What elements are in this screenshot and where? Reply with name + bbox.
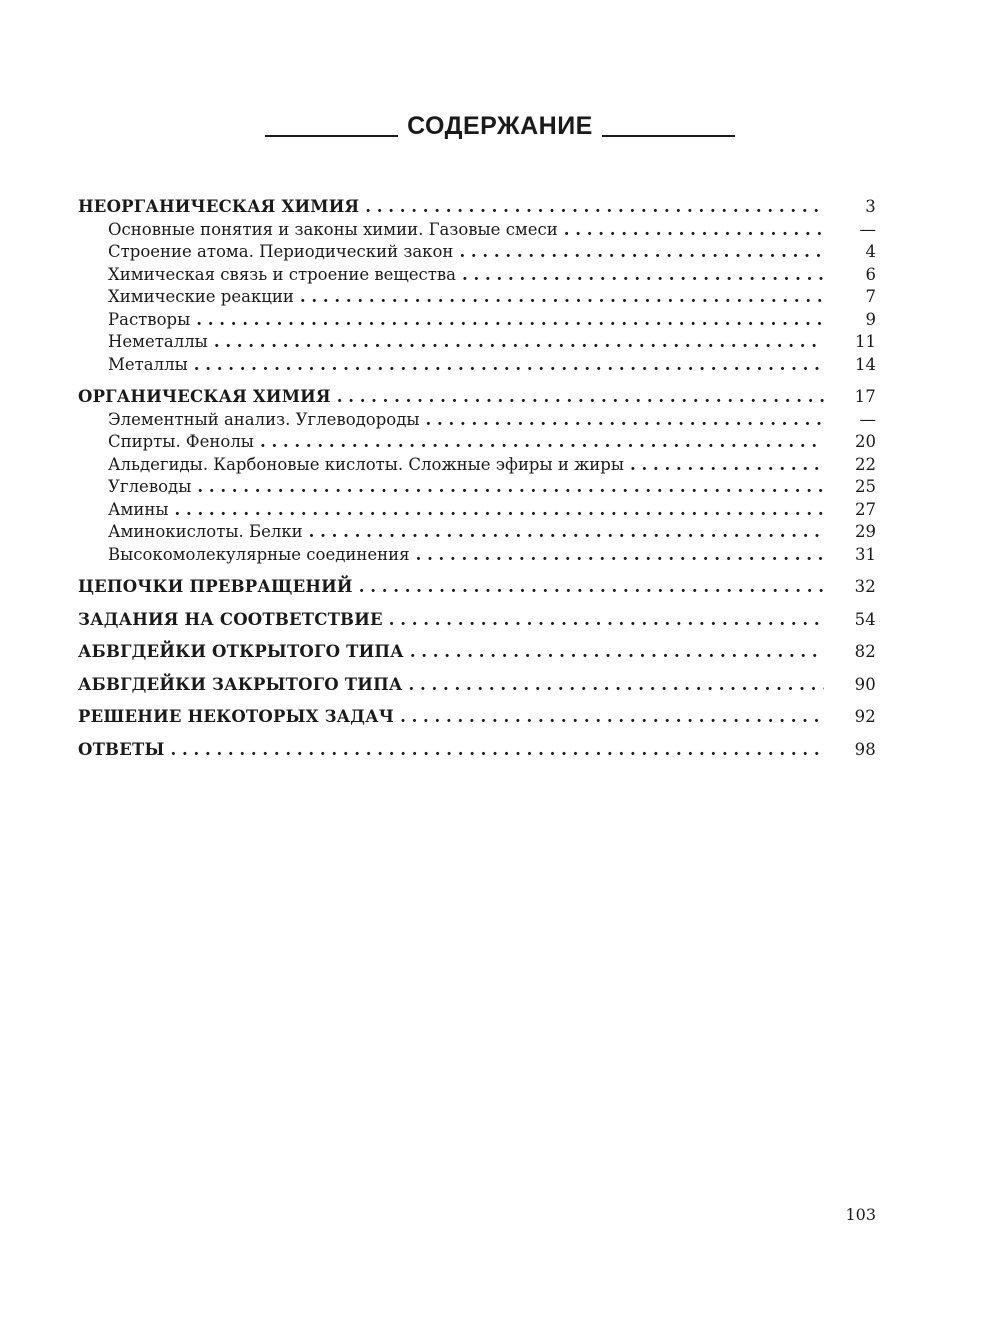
- table-of-contents: [78, 196, 876, 761]
- dot-leader: [630, 454, 824, 477]
- dot-leader: [365, 196, 824, 219]
- toc-entry-title: Спирты. Фенолы: [108, 432, 254, 451]
- toc-entry-title: ОТВЕТЫ: [78, 739, 165, 759]
- toc-entry-title: Основные понятия и законы химии. Газовые смеси: [108, 219, 558, 239]
- dot-leader: [416, 544, 824, 567]
- toc-entry-title: Элементный анализ. Углеводороды: [108, 409, 420, 429]
- toc-entry-title: АБВГДЕЙКИ ОТКРЫТОГО ТИПА: [78, 642, 404, 661]
- dot-leader: [409, 674, 825, 697]
- dot-leader: [359, 576, 824, 599]
- toc-entry-page: 17: [854, 387, 876, 406]
- dot-leader: [309, 521, 824, 544]
- toc-entry-title: ЗАДАНИЯ НА СООТВЕТСТВИЕ: [78, 609, 383, 629]
- toc-item-chemical-bond[interactable]: [78, 264, 876, 287]
- toc-entry-title: Углеводы: [108, 477, 192, 496]
- dot-leader: [389, 609, 824, 632]
- toc-entry-page: 6: [865, 264, 876, 284]
- toc-item-metals[interactable]: [78, 354, 876, 377]
- toc-entry-title: РЕШЕНИЕ НЕКОТОРЫХ ЗАДАЧ: [78, 707, 395, 726]
- toc-section-problem-solutions[interactable]: [78, 706, 876, 729]
- toc-entry-title: Альдегиды. Карбоновые кислоты. Сложные эфиры и жиры: [108, 454, 624, 474]
- toc-entry-page: 90: [854, 674, 876, 694]
- toc-entry-title: Высокомолекулярные соединения: [108, 544, 410, 564]
- toc-item-amines[interactable]: [78, 499, 876, 522]
- dot-leader: [260, 431, 824, 454]
- dot-leader: [400, 706, 824, 729]
- toc-entry-page: —: [859, 409, 876, 429]
- toc-item-chemical-reactions[interactable]: [78, 286, 876, 309]
- toc-entry-page: 25: [855, 477, 876, 496]
- toc-entry-page: 31: [855, 544, 876, 564]
- toc-item-elemental-analysis[interactable]: [78, 409, 876, 432]
- toc-entry-page: 11: [855, 332, 876, 351]
- toc-entry-page: 27: [855, 499, 876, 519]
- heading-rule-right: [602, 135, 735, 137]
- dot-leader: [170, 739, 824, 762]
- toc-entry-title: Химическая связь и строение вещества: [108, 264, 456, 284]
- toc-entry-page: 32: [854, 577, 876, 596]
- dot-leader: [337, 386, 824, 409]
- toc-item-alcohols-phenols[interactable]: [78, 431, 876, 454]
- page-number: 103: [845, 1205, 876, 1224]
- toc-section-closed-type[interactable]: [78, 674, 876, 697]
- dot-leader: [196, 309, 824, 332]
- dot-leader: [564, 219, 824, 242]
- dot-leader: [194, 354, 824, 377]
- toc-entry-title: ОРГАНИЧЕСКАЯ ХИМИЯ: [78, 387, 331, 406]
- toc-item-aldehydes-acids[interactable]: [78, 454, 876, 477]
- toc-entry-page: 4: [865, 242, 876, 261]
- toc-item-nonmetals[interactable]: [78, 331, 876, 354]
- toc-entry-title: НЕОРГАНИЧЕСКАЯ ХИМИЯ: [78, 197, 360, 216]
- toc-item-solutions[interactable]: [78, 309, 876, 332]
- toc-entry-title: Неметаллы: [108, 332, 208, 351]
- toc-entry-page: 3: [865, 197, 876, 216]
- toc-section-organic-chemistry[interactable]: [78, 386, 876, 409]
- toc-entry-page: 92: [854, 707, 876, 726]
- toc-entry-title: АБВГДЕЙКИ ЗАКРЫТОГО ТИПА: [78, 674, 403, 694]
- toc-section-open-type[interactable]: [78, 641, 876, 664]
- page-title: СОДЕРЖАНИЕ: [407, 112, 593, 140]
- toc-entry-title: Амины: [108, 499, 169, 519]
- dot-leader: [462, 264, 824, 287]
- toc-item-carbohydrates[interactable]: [78, 476, 876, 499]
- dot-leader: [426, 409, 824, 432]
- toc-entry-page: 54: [854, 609, 876, 629]
- dot-leader: [410, 641, 824, 664]
- dot-leader: [214, 331, 824, 354]
- toc-item-amino-acids-proteins[interactable]: [78, 521, 876, 544]
- toc-section-answers[interactable]: [78, 739, 876, 762]
- toc-entry-page: 9: [865, 309, 876, 329]
- toc-section-matching-tasks[interactable]: [78, 609, 876, 632]
- toc-entry-page: 82: [854, 642, 876, 661]
- dot-leader: [459, 241, 824, 264]
- toc-item-polymers[interactable]: [78, 544, 876, 567]
- toc-section-inorganic-chemistry[interactable]: [78, 196, 876, 219]
- toc-entry-page: 22: [855, 454, 876, 474]
- toc-entry-title: ЦЕПОЧКИ ПРЕВРАЩЕНИЙ: [78, 577, 353, 596]
- toc-item-basic-concepts[interactable]: [78, 219, 876, 242]
- toc-entry-page: 98: [854, 739, 876, 759]
- heading-rule-left: [265, 135, 398, 137]
- toc-entry-title: Строение атома. Периодический закон: [108, 242, 454, 261]
- contents-heading: [0, 112, 1000, 141]
- toc-entry-page: 7: [865, 287, 876, 306]
- toc-entry-title: Металлы: [108, 354, 188, 374]
- toc-entry-page: 29: [855, 522, 876, 541]
- dot-leader: [197, 476, 824, 499]
- toc-entry-page: 14: [855, 354, 876, 374]
- dot-leader: [174, 499, 824, 522]
- toc-entry-page: 20: [855, 432, 876, 451]
- dot-leader: [300, 286, 824, 309]
- toc-item-atom-structure[interactable]: [78, 241, 876, 264]
- toc-entry-title: Растворы: [108, 309, 191, 329]
- toc-entry-title: Химические реакции: [108, 287, 294, 306]
- toc-entry-page: —: [859, 219, 876, 239]
- toc-entry-title: Аминокислоты. Белки: [108, 522, 303, 541]
- toc-section-transformation-chains[interactable]: [78, 576, 876, 599]
